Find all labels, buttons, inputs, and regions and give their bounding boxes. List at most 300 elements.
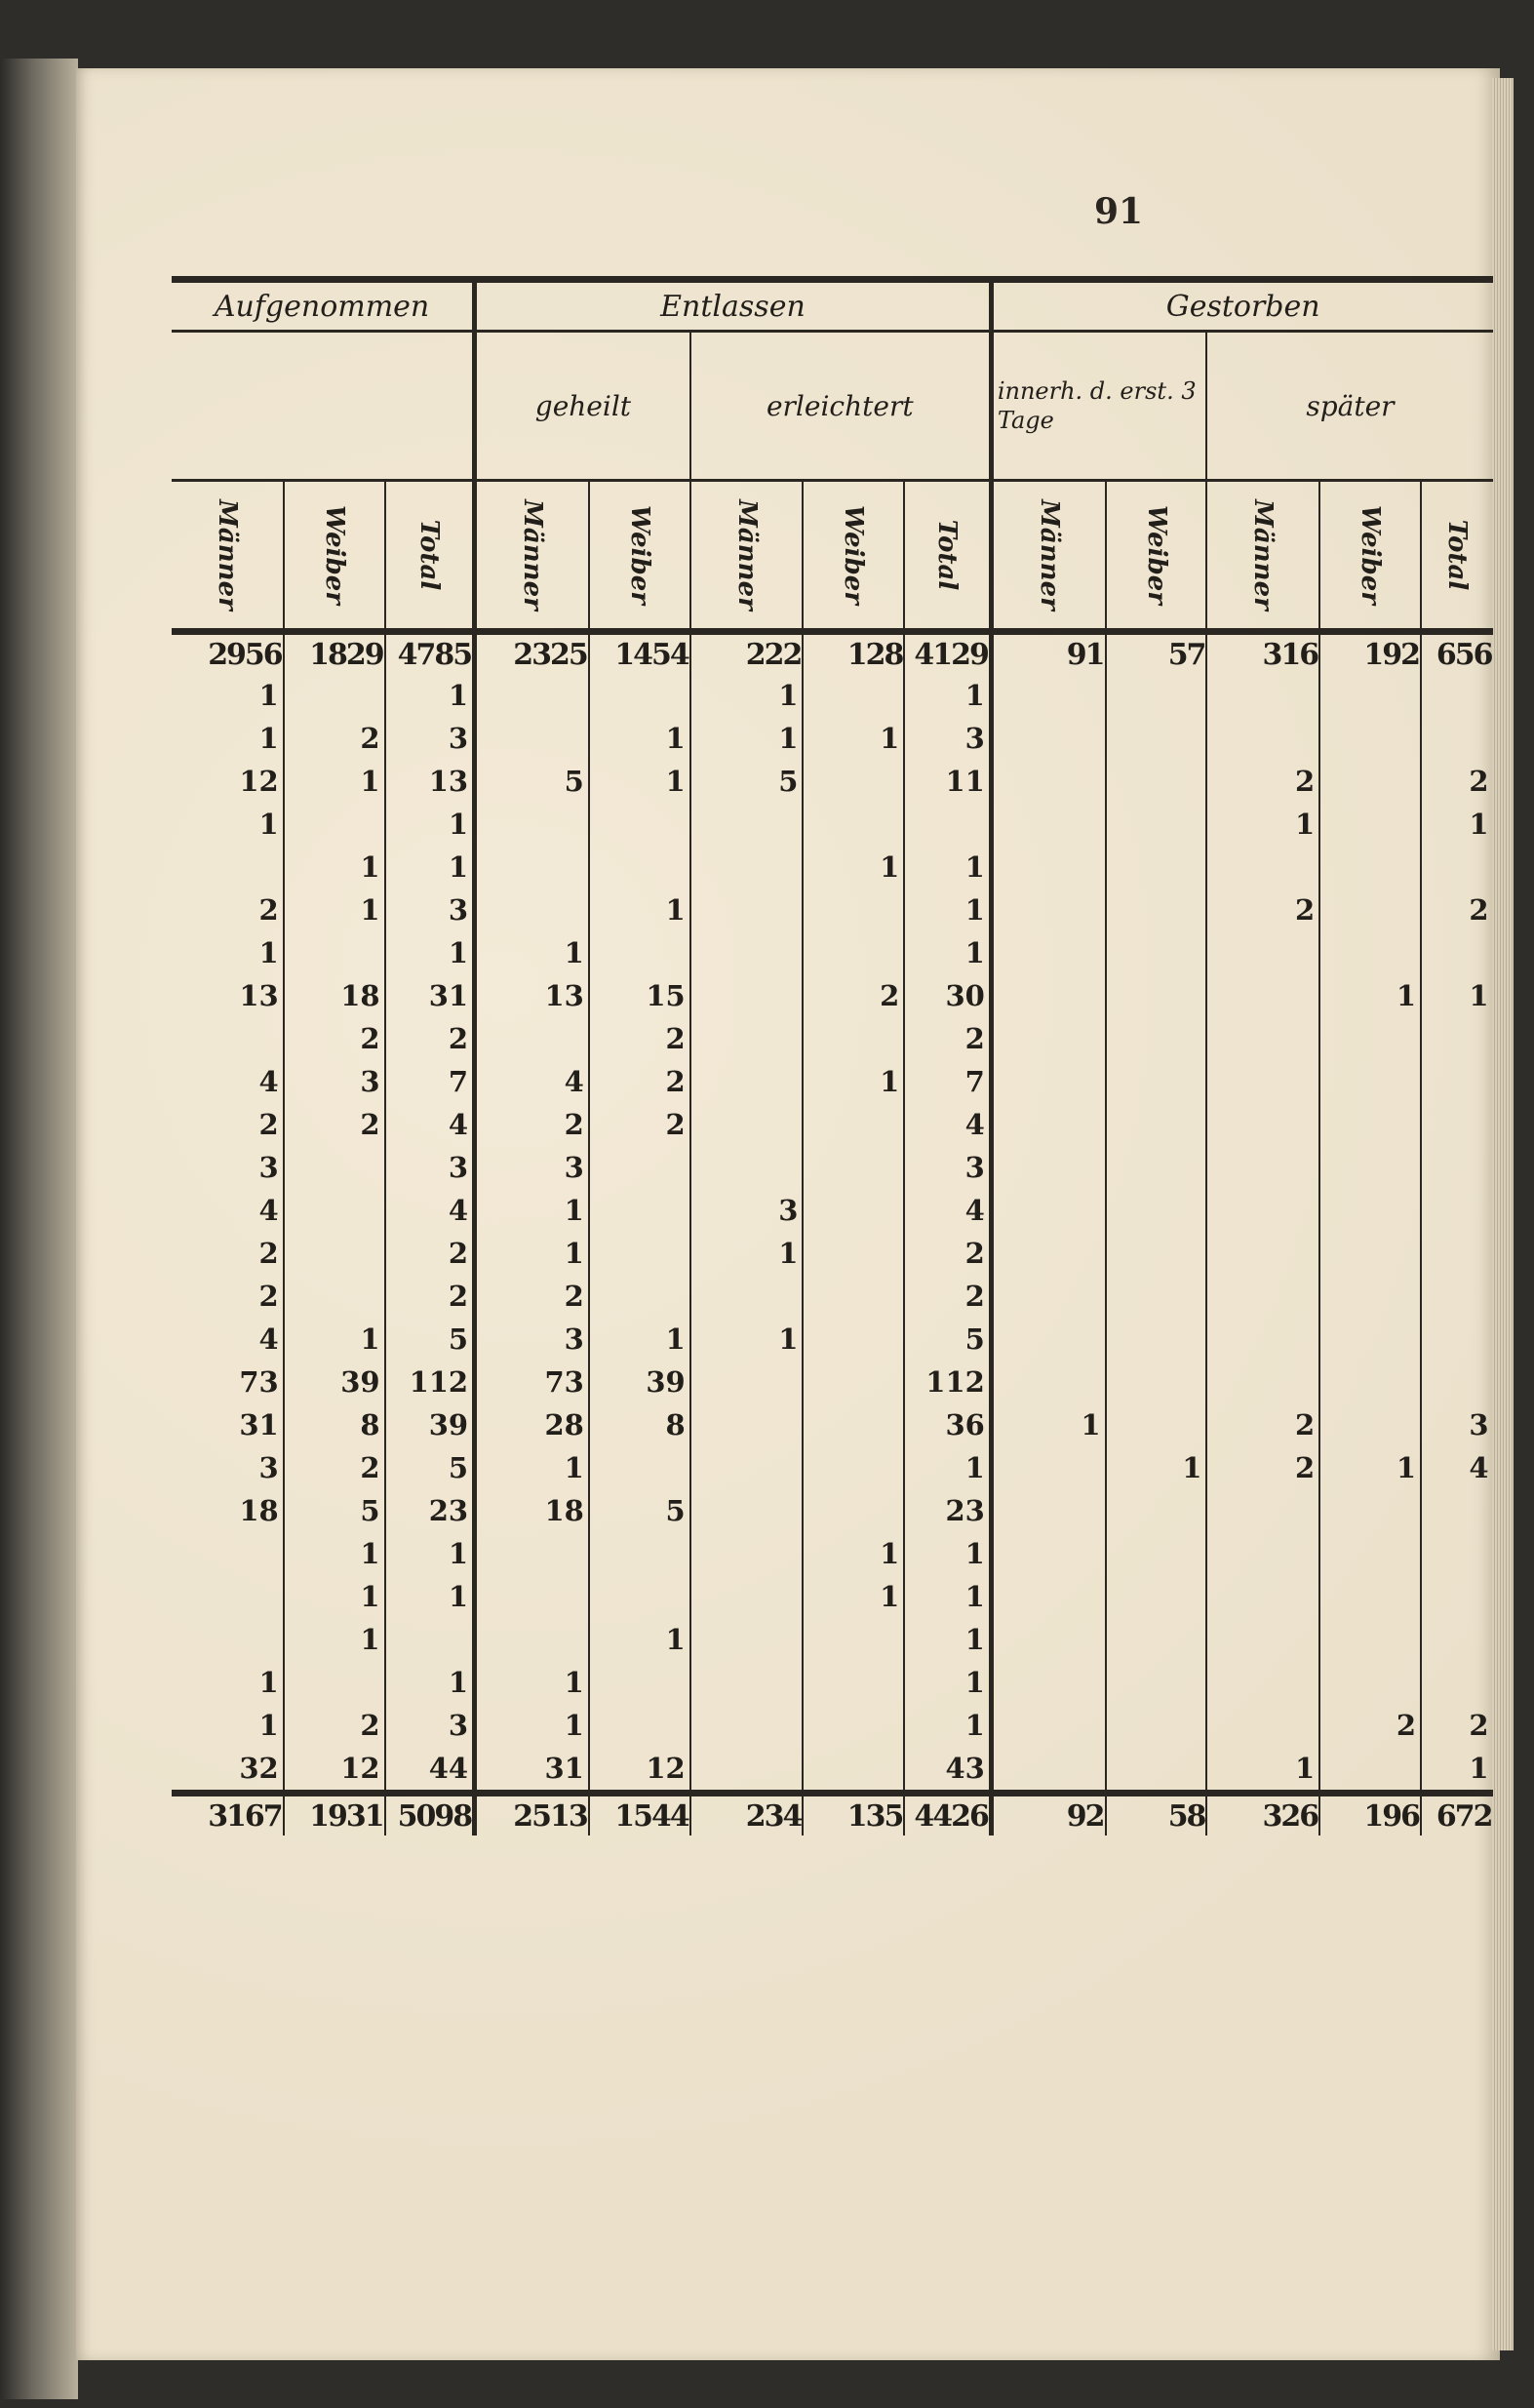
- table-cell: 1: [904, 1532, 991, 1575]
- table-cell: 7: [385, 1060, 475, 1103]
- table-cell: [1106, 888, 1207, 931]
- group-entlassen: Entlassen: [475, 280, 992, 332]
- carried-total-cell: 2325: [475, 632, 589, 675]
- table-cell: 1: [385, 674, 475, 717]
- table-cell: [1319, 1747, 1421, 1794]
- table-cell: [1421, 1575, 1492, 1618]
- table-cell: 1: [690, 1318, 804, 1361]
- table-cell: [1319, 931, 1421, 974]
- table-cell: 2: [1421, 1704, 1492, 1747]
- table-cell: [1106, 931, 1207, 974]
- table-row: [172, 974, 1493, 1017]
- table-cell: [1421, 1017, 1492, 1060]
- table-cell: [1421, 1532, 1492, 1575]
- table-cell: 1: [258, 1709, 279, 1742]
- column-header: [1206, 481, 1319, 632]
- table-cell: 30: [904, 974, 991, 1017]
- table-cell: 1: [284, 888, 385, 931]
- table-cell: 5: [475, 760, 589, 803]
- table-cell: [1319, 760, 1421, 803]
- table-cell: 1: [475, 1704, 589, 1747]
- table-cell: 2: [475, 1103, 589, 1146]
- table-cell: 1: [803, 1575, 904, 1618]
- table-row: [172, 1704, 1493, 1747]
- table-cell: [1206, 674, 1319, 717]
- table-cell: [475, 1017, 589, 1060]
- table-cell: 1: [258, 936, 279, 969]
- table-cell: 1: [1206, 1747, 1319, 1794]
- final-total-cell: 2513: [475, 1794, 589, 1836]
- table-cell: [803, 1661, 904, 1704]
- column-header: [475, 481, 589, 632]
- table-cell: [690, 1532, 804, 1575]
- table-cell: [1319, 846, 1421, 888]
- table-cell: [991, 931, 1105, 974]
- table-cell: [991, 1489, 1105, 1532]
- table-cell: [991, 1060, 1105, 1103]
- table-cell: 2: [258, 893, 279, 927]
- column-header: [385, 481, 475, 632]
- carried-total-cell: 192: [1319, 632, 1421, 675]
- table-cell: [1106, 1103, 1207, 1146]
- table-cell: 28: [475, 1403, 589, 1446]
- table-cell: 4: [904, 1103, 991, 1146]
- table-cell: [991, 674, 1105, 717]
- table-cell: [690, 974, 804, 1017]
- column-header: [1106, 481, 1207, 632]
- table-cell: [1106, 1704, 1207, 1747]
- carried-total-cell: 4129: [904, 632, 991, 675]
- column-header: [172, 481, 284, 632]
- carried-total-cell: 91: [991, 632, 1105, 675]
- table-cell: [1421, 1618, 1492, 1661]
- table-cell: [1319, 1575, 1421, 1618]
- table-cell: [1319, 888, 1421, 931]
- carried-total-cell: 656: [1421, 632, 1492, 675]
- table-cell: 2: [589, 1060, 690, 1103]
- table-cell: [690, 931, 804, 974]
- table-cell: 112: [904, 1361, 991, 1403]
- table-cell: 1: [284, 1532, 385, 1575]
- table-cell: [1421, 1060, 1492, 1103]
- table-cell: [690, 846, 804, 888]
- table-cell: [1106, 1661, 1207, 1704]
- table-cell: [1206, 1189, 1319, 1232]
- table-cell: 1: [1421, 1747, 1492, 1794]
- table-cell: 1: [904, 846, 991, 888]
- table-cell: 1: [284, 1575, 385, 1618]
- table-cell: [991, 1575, 1105, 1618]
- final-total-cell: 326: [1206, 1794, 1319, 1836]
- table-cell: [1319, 1403, 1421, 1446]
- table-cell: 1: [1319, 1446, 1421, 1489]
- final-total-cell: 92: [991, 1794, 1105, 1836]
- table-row: [172, 1575, 1493, 1618]
- table-cell: [690, 803, 804, 846]
- table-cell: [690, 1060, 804, 1103]
- table-cell: [991, 1017, 1105, 1060]
- table-cell: 1: [258, 679, 279, 712]
- table-cell: [1106, 1532, 1207, 1575]
- table-cell: 13: [475, 974, 589, 1017]
- table-cell: [1319, 1361, 1421, 1403]
- table-cell: 1: [385, 846, 475, 888]
- table-cell: [1206, 1361, 1319, 1403]
- table-cell: [1206, 1489, 1319, 1532]
- table-row: [172, 931, 1493, 974]
- table-cell: 1: [475, 1661, 589, 1704]
- table-cell: [589, 1146, 690, 1189]
- table-cell: [690, 1747, 804, 1794]
- table-cell: 4: [258, 1322, 279, 1356]
- table-cell: [991, 1318, 1105, 1361]
- table-cell: [991, 803, 1105, 846]
- table-cell: [589, 846, 690, 888]
- table-cell: 3: [284, 1060, 385, 1103]
- table-row: [172, 1318, 1493, 1361]
- table-cell: 1: [475, 1189, 589, 1232]
- table-cell: [1206, 1146, 1319, 1189]
- group-aufgenommen: Aufgenommen: [172, 280, 475, 332]
- table-cell: 44: [385, 1747, 475, 1794]
- table-cell: [1106, 974, 1207, 1017]
- table-row: [172, 1361, 1493, 1403]
- table-cell: [803, 1489, 904, 1532]
- table-cell: 12: [589, 1747, 690, 1794]
- table-cell: [690, 1661, 804, 1704]
- table-cell: 2: [904, 1017, 991, 1060]
- table-cell: 1: [258, 1666, 279, 1699]
- table-cell: 1: [385, 1532, 475, 1575]
- table-cell: [589, 674, 690, 717]
- column-header-label: Männer: [731, 499, 762, 611]
- table-cell: [1421, 1189, 1492, 1232]
- table-cell: 2: [1206, 888, 1319, 931]
- table-row: [172, 803, 1493, 846]
- table-cell: [1106, 803, 1207, 846]
- column-header-label: Total: [932, 519, 963, 591]
- table-cell: 1: [589, 1318, 690, 1361]
- table-cell: [1106, 1403, 1207, 1446]
- table-cell: [803, 760, 904, 803]
- table-cell: [1319, 1489, 1421, 1532]
- table-cell: [1106, 1361, 1207, 1403]
- table-cell: [284, 674, 385, 717]
- table-row: [172, 1189, 1493, 1232]
- column-header: [991, 481, 1105, 632]
- final-total-cell: 4426: [904, 1794, 991, 1836]
- table-cell: 4: [475, 1060, 589, 1103]
- carried-total-cell: 1454: [589, 632, 690, 675]
- carried-total-cell: 222: [690, 632, 804, 675]
- table-cell: [1106, 1189, 1207, 1232]
- table-cell: 4: [904, 1189, 991, 1232]
- table-cell: 18: [475, 1489, 589, 1532]
- statistics-table: [172, 276, 1493, 1836]
- table-cell: [475, 1532, 589, 1575]
- table-cell: 3: [904, 1146, 991, 1189]
- table-cell: 2: [1421, 760, 1492, 803]
- table-cell: [1421, 1275, 1492, 1318]
- table-cell: [1421, 717, 1492, 760]
- table-cell: [803, 1189, 904, 1232]
- table-cell: 4: [258, 1194, 279, 1227]
- table-cell: 2: [589, 1103, 690, 1146]
- table-cell: [1206, 1232, 1319, 1275]
- table-cell: [991, 1446, 1105, 1489]
- table-cell: 1: [803, 717, 904, 760]
- table-cell: 1: [284, 846, 385, 888]
- table-cell: [1319, 803, 1421, 846]
- table-cell: 1: [284, 1618, 385, 1661]
- carried-total-cell: 316: [1206, 632, 1319, 675]
- table-cell: [1106, 1146, 1207, 1189]
- table-row: [172, 1232, 1493, 1275]
- table-cell: [1319, 1017, 1421, 1060]
- table-cell: [1206, 1017, 1319, 1060]
- table-cell: 15: [589, 974, 690, 1017]
- table-cell: [1319, 1275, 1421, 1318]
- table-cell: [1421, 846, 1492, 888]
- table-cell: [589, 1704, 690, 1747]
- table-cell: 2: [1206, 760, 1319, 803]
- table-cell: 2: [284, 1446, 385, 1489]
- table-cell: 3: [475, 1318, 589, 1361]
- table-cell: 3: [690, 1189, 804, 1232]
- table-cell: [385, 1618, 475, 1661]
- table-cell: 23: [385, 1489, 475, 1532]
- table-cell: [803, 1747, 904, 1794]
- table-cell: [1206, 931, 1319, 974]
- column-header-label: Männer: [517, 499, 547, 611]
- table-cell: [803, 888, 904, 931]
- table-cell: 1: [284, 760, 385, 803]
- table-cell: [1319, 1661, 1421, 1704]
- table-cell: 18: [239, 1494, 279, 1527]
- table-cell: 1: [385, 1661, 475, 1704]
- table-cell: [589, 1275, 690, 1318]
- table-row: [172, 760, 1493, 803]
- table-cell: [172, 1575, 284, 1618]
- table-cell: [690, 1446, 804, 1489]
- table-cell: 1: [803, 1532, 904, 1575]
- table-cell: [991, 1361, 1105, 1403]
- table-cell: [1106, 674, 1207, 717]
- table-cell: [1206, 1103, 1319, 1146]
- subgroup-empty: [172, 332, 475, 481]
- table-cell: 3: [385, 1146, 475, 1189]
- table-cell: [1206, 1060, 1319, 1103]
- table-cell: [803, 1275, 904, 1318]
- table-cell: 1: [1421, 974, 1492, 1017]
- table-cell: [690, 1704, 804, 1747]
- table-row: [172, 1103, 1493, 1146]
- table-cell: 1: [258, 722, 279, 755]
- table-cell: 13: [385, 760, 475, 803]
- table-cell: [1206, 1575, 1319, 1618]
- table-cell: [284, 1275, 385, 1318]
- page-number: 91: [1094, 191, 1144, 232]
- table-cell: [690, 1017, 804, 1060]
- table-cell: [1421, 1318, 1492, 1361]
- table-cell: [803, 803, 904, 846]
- final-total-cell: 58: [1106, 1794, 1207, 1836]
- table-cell: [1319, 1103, 1421, 1146]
- table-row: [172, 1446, 1493, 1489]
- table-cell: [1206, 974, 1319, 1017]
- table-cell: 5: [284, 1489, 385, 1532]
- column-header: [284, 481, 385, 632]
- final-total-cell: 3167: [172, 1794, 284, 1836]
- table-row: [172, 1489, 1493, 1532]
- table-cell: [991, 1146, 1105, 1189]
- table-cell: [803, 931, 904, 974]
- table-cell: 1: [284, 1318, 385, 1361]
- table-cell: [284, 1661, 385, 1704]
- table-cell: 1: [589, 760, 690, 803]
- table-cell: [1421, 1146, 1492, 1189]
- table-row: [172, 717, 1493, 760]
- table-cell: [1319, 717, 1421, 760]
- table-cell: 2: [1206, 1403, 1319, 1446]
- final-total-cell: 135: [803, 1794, 904, 1836]
- table-cell: [1421, 931, 1492, 974]
- column-header: [690, 481, 804, 632]
- table-cell: [690, 1146, 804, 1189]
- table-cell: [1206, 1318, 1319, 1361]
- column-header-label: Weiber: [1141, 505, 1171, 605]
- table-cell: 2: [258, 1237, 279, 1270]
- table-cell: 31: [475, 1747, 589, 1794]
- table-cell: [284, 1146, 385, 1189]
- table-cell: 1: [803, 846, 904, 888]
- table-cell: 1: [589, 1618, 690, 1661]
- table-cell: 1: [385, 931, 475, 974]
- table-cell: [172, 1618, 284, 1661]
- table-cell: 2: [1319, 1704, 1421, 1747]
- table-cell: [991, 1618, 1105, 1661]
- table-cell: [1319, 1146, 1421, 1189]
- table-cell: [1319, 1532, 1421, 1575]
- table-cell: 31: [239, 1408, 279, 1441]
- table-cell: 36: [904, 1403, 991, 1446]
- table-cell: [991, 974, 1105, 1017]
- final-total-cell: 234: [690, 1794, 804, 1836]
- table-cell: [803, 1704, 904, 1747]
- table-cell: 1: [690, 717, 804, 760]
- table-cell: 73: [475, 1361, 589, 1403]
- table-cell: 8: [284, 1403, 385, 1446]
- table-cell: [1319, 1060, 1421, 1103]
- column-header: [904, 481, 991, 632]
- table-cell: [589, 931, 690, 974]
- table-cell: [475, 888, 589, 931]
- table-cell: [1319, 1618, 1421, 1661]
- table-cell: [475, 717, 589, 760]
- table-cell: 5: [904, 1318, 991, 1361]
- table-cell: 2: [1421, 888, 1492, 931]
- table-cell: [690, 1403, 804, 1446]
- table-cell: 1: [1421, 803, 1492, 846]
- table-row: [172, 1017, 1493, 1060]
- table-cell: [803, 1232, 904, 1275]
- table-cell: [1106, 1575, 1207, 1618]
- table-cell: 1: [690, 674, 804, 717]
- table-cell: 2: [803, 974, 904, 1017]
- table-cell: 2: [258, 1280, 279, 1313]
- table-cell: [803, 1017, 904, 1060]
- carried-total-cell: 4785: [385, 632, 475, 675]
- table-cell: 4: [385, 1189, 475, 1232]
- table-cell: 2: [475, 1275, 589, 1318]
- final-total-cell: 672: [1421, 1794, 1492, 1836]
- column-header-label: Total: [413, 519, 444, 591]
- final-total-cell: 196: [1319, 1794, 1421, 1836]
- table-cell: 4: [258, 1065, 279, 1098]
- table-cell: 4: [1421, 1446, 1492, 1489]
- table-cell: [1206, 1704, 1319, 1747]
- column-header: [803, 481, 904, 632]
- table-cell: 3: [258, 1451, 279, 1484]
- table-cell: [284, 803, 385, 846]
- table-cell: [1106, 760, 1207, 803]
- table-cell: [1106, 1232, 1207, 1275]
- table-cell: [1106, 846, 1207, 888]
- table-cell: [1106, 1275, 1207, 1318]
- table-cell: [1319, 1189, 1421, 1232]
- table-cell: [1319, 674, 1421, 717]
- table-cell: 3: [1421, 1403, 1492, 1446]
- table-cell: 7: [904, 1060, 991, 1103]
- column-header-label: Männer: [1248, 499, 1278, 611]
- table-cell: [803, 674, 904, 717]
- table-cell: [991, 1704, 1105, 1747]
- table-cell: 2: [385, 1275, 475, 1318]
- table-cell: [475, 846, 589, 888]
- table-cell: 1: [690, 1232, 804, 1275]
- table-cell: 43: [904, 1747, 991, 1794]
- table-cell: 1: [589, 717, 690, 760]
- table-cell: [1206, 1661, 1319, 1704]
- table-cell: [1106, 1017, 1207, 1060]
- table-cell: 1: [475, 1232, 589, 1275]
- table-cell: [284, 1232, 385, 1275]
- table-cell: 32: [239, 1752, 279, 1785]
- table-cell: 1: [1319, 974, 1421, 1017]
- table-cell: [1106, 1489, 1207, 1532]
- table-cell: 39: [385, 1403, 475, 1446]
- table-cell: 39: [284, 1361, 385, 1403]
- table-cell: [904, 803, 991, 846]
- table-row: [172, 1146, 1493, 1189]
- table-cell: [589, 1575, 690, 1618]
- table-cell: [803, 1103, 904, 1146]
- table-cell: [1106, 1618, 1207, 1661]
- table-cell: [1106, 717, 1207, 760]
- column-header-label: Männer: [212, 499, 242, 611]
- column-header-label: Weiber: [624, 505, 654, 605]
- table-cell: 2: [1206, 1446, 1319, 1489]
- page-edges: [1492, 78, 1514, 2350]
- table-cell: [1206, 1532, 1319, 1575]
- table-cell: 3: [475, 1146, 589, 1189]
- carried-total-cell: 57: [1106, 632, 1207, 675]
- table-cell: 39: [589, 1361, 690, 1403]
- column-header: [1319, 481, 1421, 632]
- table-cell: [991, 1661, 1105, 1704]
- table-cell: [803, 1361, 904, 1403]
- table-cell: 4: [385, 1103, 475, 1146]
